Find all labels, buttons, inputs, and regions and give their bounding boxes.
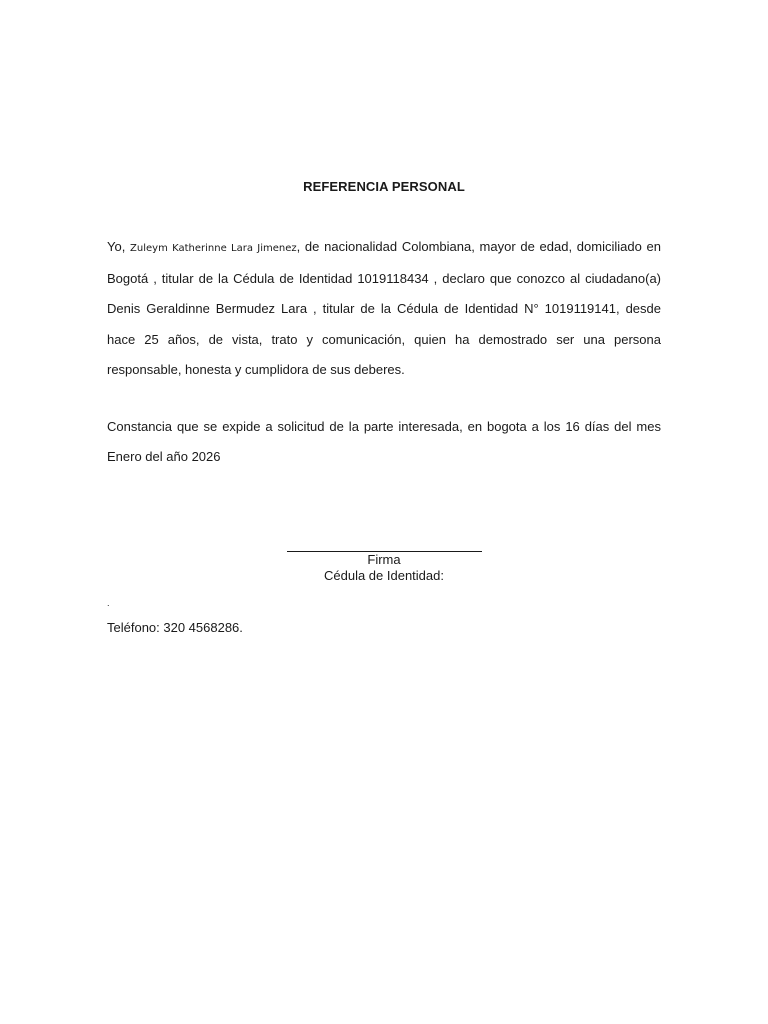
signature-block	[0, 552, 768, 583]
stray-dot: .	[107, 598, 110, 608]
document-title: REFERENCIA PERSONAL	[303, 179, 465, 194]
phone-number: Teléfono: 320 4568286.	[107, 620, 243, 635]
declaration-prefix: Yo,	[107, 239, 131, 254]
declaration-body: , de nacionalidad Colombiana, mayor de edad, domiciliado en Bogotá , titular de la Cédula de Identidad 1019118434 , declaro que conozco al ciudadano(a) Denis Geraldinne Bermudez Lara , titular de la Cédula de Identidad N° 1019119141, desde hace 25 años, de vista, trato y comunicación, quien ha demostrado ser una persona responsable, honesta y cumplidora de sus deberes.	[107, 239, 661, 377]
declarant-name: Zuleym Katherinne Lara Jimenez	[130, 243, 297, 254]
signature-id-label: Cédula de Identidad:	[324, 567, 444, 583]
declaration-paragraph	[107, 232, 661, 385]
constancia-paragraph: Constancia que se expide a solicitud de la parte interesada, en bogota a los 16 días del mes Enero del año 2026	[107, 419, 661, 465]
signature-label: Firma	[367, 552, 401, 567]
